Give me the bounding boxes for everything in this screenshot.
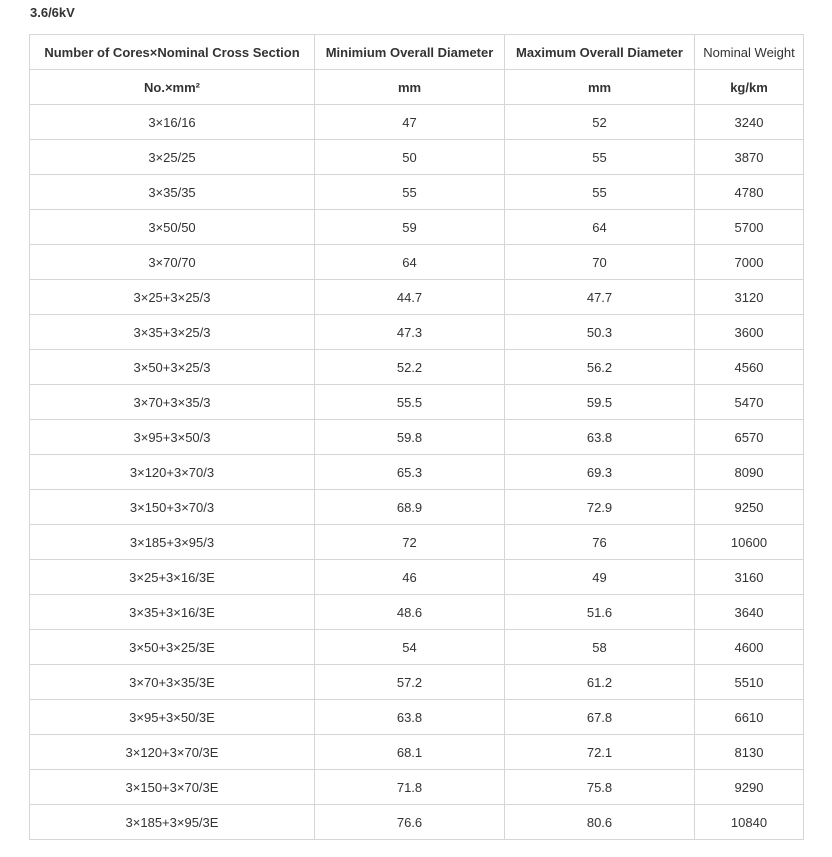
- table-row: [30, 630, 804, 665]
- cell-cores: 3×50+3×25/3E: [30, 630, 315, 665]
- cell-cores: 3×35+3×25/3: [30, 315, 315, 350]
- table-title: 3.6/6kV: [30, 5, 75, 20]
- cell-max-diameter: 55: [505, 140, 695, 175]
- cell-cores: 3×70/70: [30, 245, 315, 280]
- cell-cores: 3×50/50: [30, 210, 315, 245]
- cell-cores: 3×120+3×70/3: [30, 455, 315, 490]
- table-row: [30, 560, 804, 595]
- header-cores: Number of Cores×Nominal Cross Section: [30, 35, 315, 70]
- table-row: [30, 595, 804, 630]
- cell-min-diameter: 52.2: [315, 350, 505, 385]
- cell-cores: 3×35/35: [30, 175, 315, 210]
- cell-max-diameter: 75.8: [505, 770, 695, 805]
- table-row: [30, 665, 804, 700]
- cell-min-diameter: 47: [315, 105, 505, 140]
- cell-max-diameter: 58: [505, 630, 695, 665]
- cell-cores: 3×16/16: [30, 105, 315, 140]
- cell-nominal-weight: 5510: [695, 665, 804, 700]
- cell-cores: 3×70+3×35/3E: [30, 665, 315, 700]
- cell-min-diameter: 64: [315, 245, 505, 280]
- cell-nominal-weight: 7000: [695, 245, 804, 280]
- cell-nominal-weight: 8130: [695, 735, 804, 770]
- cell-min-diameter: 48.6: [315, 595, 505, 630]
- table-row: [30, 245, 804, 280]
- cell-nominal-weight: 6610: [695, 700, 804, 735]
- cell-nominal-weight: 6570: [695, 420, 804, 455]
- cell-max-diameter: 70: [505, 245, 695, 280]
- cell-max-diameter: 50.3: [505, 315, 695, 350]
- cell-nominal-weight: 3640: [695, 595, 804, 630]
- cell-cores: 3×35+3×16/3E: [30, 595, 315, 630]
- cell-cores: 3×25+3×25/3: [30, 280, 315, 315]
- spec-table: [29, 34, 804, 840]
- cell-min-diameter: 55: [315, 175, 505, 210]
- cell-nominal-weight: 3600: [695, 315, 804, 350]
- cell-min-diameter: 72: [315, 525, 505, 560]
- table-row: [30, 385, 804, 420]
- cell-nominal-weight: 3120: [695, 280, 804, 315]
- cell-nominal-weight: 10840: [695, 805, 804, 840]
- cell-min-diameter: 68.9: [315, 490, 505, 525]
- cell-max-diameter: 76: [505, 525, 695, 560]
- table-row: [30, 455, 804, 490]
- cell-min-diameter: 65.3: [315, 455, 505, 490]
- cell-nominal-weight: 9290: [695, 770, 804, 805]
- cell-max-diameter: 56.2: [505, 350, 695, 385]
- cell-nominal-weight: 3870: [695, 140, 804, 175]
- cell-cores: 3×95+3×50/3: [30, 420, 315, 455]
- cell-min-diameter: 47.3: [315, 315, 505, 350]
- cell-max-diameter: 61.2: [505, 665, 695, 700]
- cell-cores: 3×50+3×25/3: [30, 350, 315, 385]
- header-row: [30, 35, 804, 70]
- unit-nominal-weight: kg/km: [695, 70, 804, 105]
- cell-max-diameter: 72.9: [505, 490, 695, 525]
- cell-min-diameter: 55.5: [315, 385, 505, 420]
- cell-cores: 3×150+3×70/3E: [30, 770, 315, 805]
- cell-max-diameter: 55: [505, 175, 695, 210]
- cell-min-diameter: 68.1: [315, 735, 505, 770]
- cell-nominal-weight: 10600: [695, 525, 804, 560]
- cell-nominal-weight: 5470: [695, 385, 804, 420]
- cell-max-diameter: 52: [505, 105, 695, 140]
- table-row: [30, 315, 804, 350]
- cell-cores: 3×185+3×95/3E: [30, 805, 315, 840]
- cell-nominal-weight: 3160: [695, 560, 804, 595]
- cell-max-diameter: 51.6: [505, 595, 695, 630]
- cell-cores: 3×25/25: [30, 140, 315, 175]
- cell-nominal-weight: 5700: [695, 210, 804, 245]
- cell-max-diameter: 80.6: [505, 805, 695, 840]
- table-body: [30, 105, 804, 840]
- cell-nominal-weight: 3240: [695, 105, 804, 140]
- cell-cores: 3×25+3×16/3E: [30, 560, 315, 595]
- cell-min-diameter: 50: [315, 140, 505, 175]
- table-row: [30, 350, 804, 385]
- table-row: [30, 805, 804, 840]
- cell-min-diameter: 76.6: [315, 805, 505, 840]
- table-row: [30, 140, 804, 175]
- cell-cores: 3×70+3×35/3: [30, 385, 315, 420]
- cell-max-diameter: 63.8: [505, 420, 695, 455]
- cell-nominal-weight: 4560: [695, 350, 804, 385]
- table-row: [30, 735, 804, 770]
- cell-cores: 3×95+3×50/3E: [30, 700, 315, 735]
- table-row: [30, 420, 804, 455]
- table-row: [30, 700, 804, 735]
- table-row: [30, 175, 804, 210]
- cell-max-diameter: 72.1: [505, 735, 695, 770]
- cell-min-diameter: 46: [315, 560, 505, 595]
- header-min-diameter: Minimium Overall Diameter: [315, 35, 505, 70]
- cell-max-diameter: 47.7: [505, 280, 695, 315]
- table-row: [30, 210, 804, 245]
- table-row: [30, 280, 804, 315]
- cell-max-diameter: 64: [505, 210, 695, 245]
- cell-cores: 3×150+3×70/3: [30, 490, 315, 525]
- table-row: [30, 770, 804, 805]
- cell-cores: 3×120+3×70/3E: [30, 735, 315, 770]
- header-nominal-weight: Nominal Weight: [695, 35, 804, 70]
- cell-max-diameter: 59.5: [505, 385, 695, 420]
- cell-max-diameter: 49: [505, 560, 695, 595]
- cell-max-diameter: 69.3: [505, 455, 695, 490]
- unit-max-diameter: mm: [505, 70, 695, 105]
- cell-nominal-weight: 9250: [695, 490, 804, 525]
- cell-max-diameter: 67.8: [505, 700, 695, 735]
- cell-nominal-weight: 8090: [695, 455, 804, 490]
- header-max-diameter: Maximum Overall Diameter: [505, 35, 695, 70]
- cell-nominal-weight: 4780: [695, 175, 804, 210]
- table-row: [30, 525, 804, 560]
- units-row: [30, 70, 804, 105]
- cell-min-diameter: 54: [315, 630, 505, 665]
- table-row: [30, 490, 804, 525]
- table-row: [30, 105, 804, 140]
- unit-cores: No.×mm²: [30, 70, 315, 105]
- cell-min-diameter: 57.2: [315, 665, 505, 700]
- cell-cores: 3×185+3×95/3: [30, 525, 315, 560]
- cell-min-diameter: 59: [315, 210, 505, 245]
- cell-min-diameter: 59.8: [315, 420, 505, 455]
- cell-nominal-weight: 4600: [695, 630, 804, 665]
- cell-min-diameter: 71.8: [315, 770, 505, 805]
- cell-min-diameter: 44.7: [315, 280, 505, 315]
- unit-min-diameter: mm: [315, 70, 505, 105]
- cell-min-diameter: 63.8: [315, 700, 505, 735]
